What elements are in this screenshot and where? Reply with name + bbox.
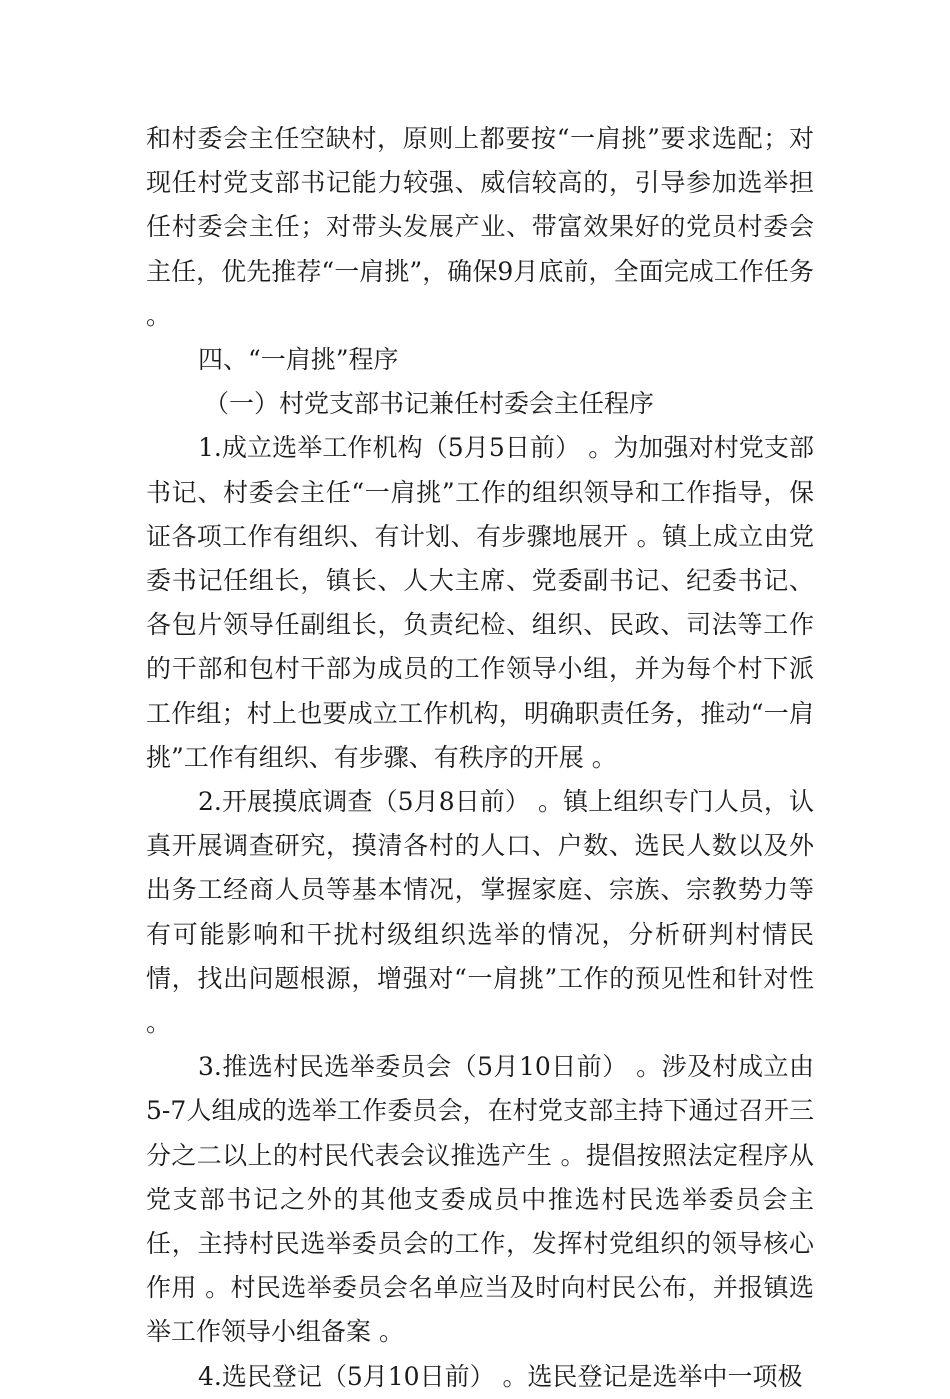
paragraph-item-3: 3.推选村民选举委员会（5月10日前） 。涉及村成立由5-7人组成的选举工作委员会，在村党支部主持下通过召开三分之二以上的村民代表会议推选产生 。提倡按照法定程序从党支部书记之外的其他支委成员中推选村民选举委员会主任，主持村民选举委员会的工作，发挥村党组织的领导核心作用 。村民选举委员会名单应当及时向村民公布，并报镇选举工作领导小组备案 。 (146, 1052, 814, 1347)
document-page (146, 117, 814, 1399)
paragraph-item-2: 2.开展摸底调查（5月8日前） 。镇上组织专门人员，认真开展调查研究，摸清各村的人口、户数、选民人数以及外出务工经商人员等基本情况，掌握家庭、宗族、宗教势力等有可能影响和干扰村级组织选举的情况，分析研判村情民情，找出问题根源，增强对“一肩挑”工作的预见性和针对性 。 (146, 787, 814, 1038)
section-heading-4: 四、“一肩挑”程序 (198, 345, 399, 375)
paragraph-item-4: 4.选民登记（5月10日前） 。选民登记是选举中一项极 (198, 1361, 803, 1391)
paragraph-continued: 和村委会主任空缺村，原则上都要按“一肩挑”要求选配；对现任村党支部书记能力较强、威信较高的，引导参加选举担任村委会主任；对带头发展产业、带富效果好的党员村委会主任，优先推荐“一肩挑”，确保9月底前，全面完成工作任务 。 (146, 124, 814, 330)
paragraph-item-1: 1.成立选举工作机构（5月5日前） 。为加强对村党支部书记、村委会主任“一肩挑”工作的组织领导和工作指导，保证各项工作有组织、有计划、有步骤地展开 。镇上成立由党委书记任组长，镇长、人大主席、党委副书记、纪委书记、各包片领导任副组长，负责纪检、组织、民政、司法等工作的干部和包村干部为成员的工作领导小组，并为每个村下派工作组；村上也要成立工作机构，明确职责任务，推动“一肩挑”工作有组织、有步骤、有秩序的开展 。 (146, 433, 814, 772)
subsection-heading-1: （一）村党支部书记兼任村委会主任程序 (204, 389, 655, 419)
